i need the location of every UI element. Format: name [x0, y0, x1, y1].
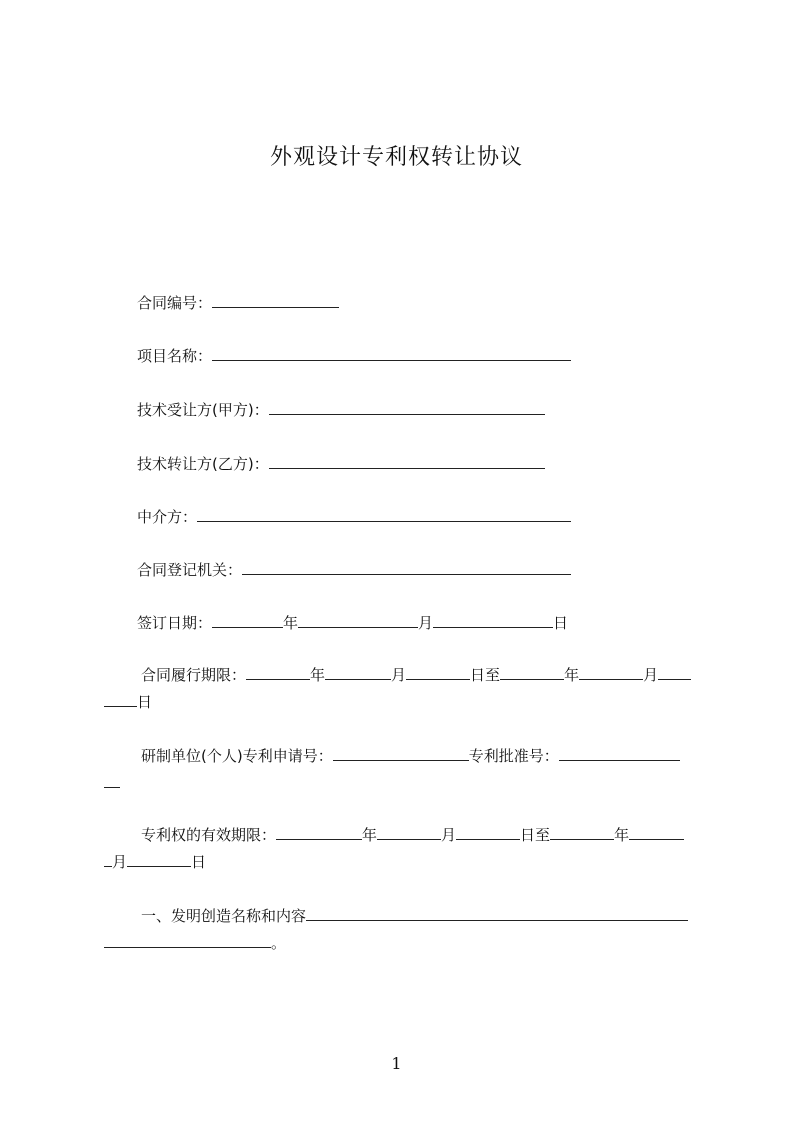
- assignor-label: 技术转让方(乙方)：: [137, 455, 269, 473]
- validity-label: 专利权的有效期限：: [141, 826, 277, 844]
- applicant-row: [141, 743, 680, 768]
- assignor-blank[interactable]: [269, 451, 545, 469]
- project-name-label: 项目名称：: [137, 347, 213, 365]
- day-label: 日: [553, 614, 569, 632]
- section-1-label: 一、发明创造名称和内容: [141, 907, 307, 925]
- registration-row: [137, 557, 571, 582]
- month-label: 月: [391, 666, 407, 684]
- year-label: 年: [564, 666, 580, 684]
- contract-no-row: [137, 290, 339, 315]
- signing-date-row: [137, 610, 568, 635]
- intermediary-row: [137, 504, 571, 529]
- application-no-blank[interactable]: [333, 743, 469, 761]
- validity-end-day-blank[interactable]: [127, 849, 191, 867]
- section-1-end: 。: [271, 934, 287, 952]
- performance-start-year-blank[interactable]: [246, 662, 310, 680]
- contract-no-label: 合同编号：: [137, 294, 213, 312]
- section-1-blank[interactable]: [306, 903, 688, 921]
- assignee-row: [137, 397, 545, 422]
- registration-blank[interactable]: [242, 557, 571, 575]
- performance-end-month-blank[interactable]: [579, 662, 643, 680]
- validity-row: [141, 822, 684, 847]
- day-to-label: 日至: [470, 666, 501, 684]
- page-number: 1: [391, 1054, 402, 1073]
- performance-start-month-blank[interactable]: [325, 662, 391, 680]
- performance-end-day-blank-cont[interactable]: [104, 689, 137, 707]
- month-label: 月: [418, 614, 434, 632]
- day-label: 日: [137, 693, 153, 711]
- project-name-blank[interactable]: [212, 343, 571, 361]
- performance-end-day-blank[interactable]: [658, 662, 691, 680]
- validity-end-month-blank-cont[interactable]: [104, 849, 112, 867]
- month-label: 月: [441, 826, 457, 844]
- signing-year-blank[interactable]: [212, 610, 283, 628]
- validity-row-cont: [104, 849, 206, 874]
- signing-month-blank[interactable]: [298, 610, 418, 628]
- patent-no-blank[interactable]: [559, 743, 680, 761]
- day-to-label: 日至: [520, 826, 551, 844]
- patent-no-label: 专利批准号：: [468, 747, 559, 765]
- applicant-row-cont: [104, 770, 120, 795]
- performance-row-cont: [104, 689, 152, 714]
- year-label: 年: [283, 614, 299, 632]
- validity-start-month-blank[interactable]: [377, 822, 441, 840]
- project-name-row: [137, 343, 571, 368]
- section-1-blank-cont[interactable]: [104, 930, 271, 948]
- year-label: 年: [614, 826, 630, 844]
- section-1-row-cont: [104, 930, 286, 955]
- performance-end-year-blank[interactable]: [500, 662, 564, 680]
- performance-start-day-blank[interactable]: [406, 662, 470, 680]
- day-label: 日: [191, 853, 207, 871]
- intermediary-label: 中介方：: [137, 508, 198, 526]
- applicant-label: 研制单位(个人)专利申请号：: [141, 747, 333, 765]
- intermediary-blank[interactable]: [197, 504, 571, 522]
- signing-day-blank[interactable]: [433, 610, 553, 628]
- document-title: 外观设计专利权转让协议: [269, 145, 523, 170]
- signing-date-label: 签订日期：: [137, 614, 213, 632]
- assignee-label: 技术受让方(甲方)：: [137, 401, 269, 419]
- year-label: 年: [310, 666, 326, 684]
- validity-end-month-blank[interactable]: [629, 822, 684, 840]
- section-1-row: [141, 903, 688, 928]
- month-label: 月: [112, 853, 128, 871]
- validity-start-year-blank[interactable]: [276, 822, 362, 840]
- validity-end-year-blank[interactable]: [550, 822, 614, 840]
- performance-label: 合同履行期限：: [141, 666, 247, 684]
- patent-no-blank-cont[interactable]: [104, 770, 120, 788]
- validity-start-day-blank[interactable]: [456, 822, 520, 840]
- contract-no-blank[interactable]: [212, 290, 339, 308]
- assignor-row: [137, 451, 545, 476]
- performance-row: [141, 662, 691, 687]
- month-label: 月: [643, 666, 659, 684]
- assignee-blank[interactable]: [269, 397, 545, 415]
- year-label: 年: [362, 826, 378, 844]
- registration-label: 合同登记机关：: [137, 561, 243, 579]
